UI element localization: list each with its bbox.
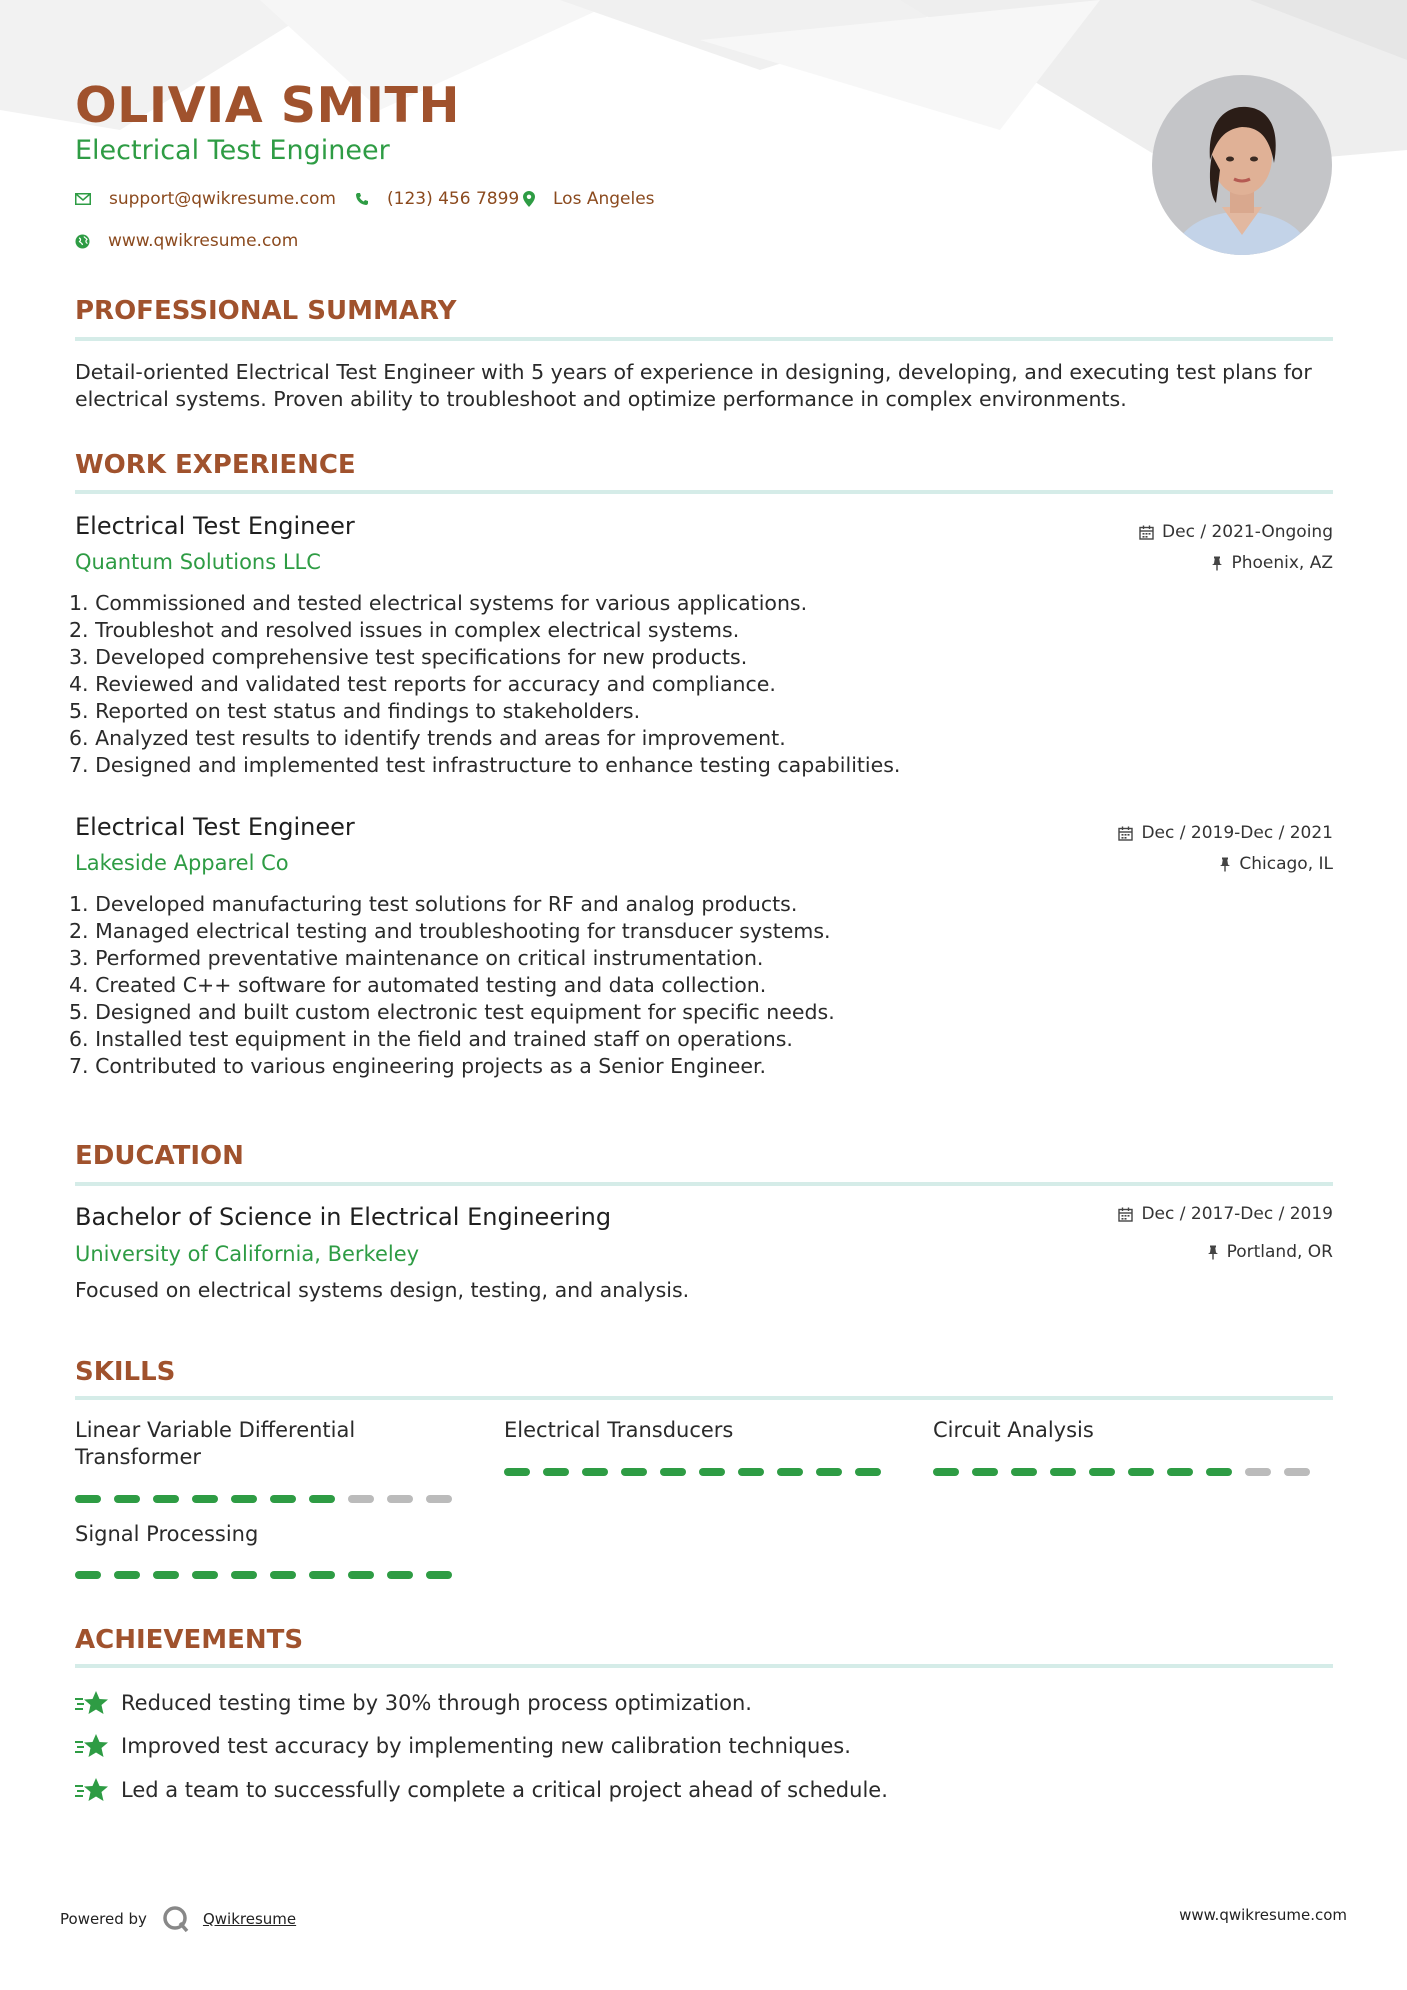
qwikresume-link[interactable]: Qwikresume — [202, 1910, 297, 1928]
skill-segment-filled — [1167, 1468, 1193, 1476]
calendar-icon — [1139, 525, 1154, 540]
education-location — [1207, 1241, 1333, 1263]
skill-segment-filled — [1089, 1468, 1115, 1476]
skill-segment-filled — [387, 1571, 413, 1579]
skill-segment-filled — [114, 1495, 140, 1503]
experience-heading: WORK EXPERIENCE — [75, 450, 356, 480]
list-item: 2. Troubleshot and resolved issues in complex electrical systems. — [69, 618, 740, 642]
section-divider — [75, 1664, 1333, 1668]
skill-level-bar — [75, 1571, 452, 1579]
phone-contact[interactable] — [355, 188, 519, 210]
skill-segment-filled — [660, 1468, 686, 1476]
location-contact — [523, 188, 655, 210]
footer-branding — [60, 1904, 296, 1934]
job-location — [1211, 552, 1333, 574]
skill-level-bar — [75, 1495, 452, 1503]
skill-name: Electrical Transducers — [504, 1418, 734, 1442]
skill-segment-filled — [426, 1571, 452, 1579]
skill-segment-filled — [738, 1468, 764, 1476]
education-dates — [1118, 1203, 1333, 1225]
summary-text: Detail-oriented Electrical Test Engineer with 5 years of experience in designing, developing, and executing test plans for electrical systems. Proven ability to troubleshoot and optimize performance in complex environments. — [75, 360, 1312, 411]
job-title: Electrical Test Engineer — [75, 512, 355, 540]
education-dates-text: Dec / 2017-Dec / 2019 — [1141, 1204, 1333, 1224]
job-dates — [1118, 822, 1333, 844]
list-item: 1. Commissioned and tested electrical systems for various applications. — [69, 591, 808, 615]
skill-segment-filled — [270, 1571, 296, 1579]
skill-segment-filled — [855, 1468, 881, 1476]
achievement-item — [75, 1732, 851, 1760]
skill-segment-filled — [192, 1571, 218, 1579]
skill-segment-empty — [1284, 1468, 1310, 1476]
skill-level-bar — [504, 1468, 881, 1476]
pushpin-icon — [1207, 1245, 1219, 1260]
skill-segment-filled — [777, 1468, 803, 1476]
list-item: 3. Developed comprehensive test specifications for new products. — [69, 645, 748, 669]
website-contact[interactable] — [75, 230, 298, 252]
section-divider — [75, 490, 1333, 494]
skill-segment-filled — [816, 1468, 842, 1476]
skill-segment-filled — [1206, 1468, 1232, 1476]
calendar-icon — [1118, 1207, 1133, 1222]
location-text: Los Angeles — [553, 189, 655, 209]
map-pin-icon — [523, 191, 535, 207]
list-item: 7. Contributed to various engineering projects as a Senior Engineer. — [69, 1054, 767, 1078]
list-item: 6. Analyzed test results to identify trends and areas for improvement. — [69, 726, 786, 750]
candidate-title: Electrical Test Engineer — [75, 135, 390, 166]
skill-segment-filled — [270, 1495, 296, 1503]
skill-segment-filled — [309, 1495, 335, 1503]
phone-icon — [355, 192, 369, 206]
skill-segment-empty — [426, 1495, 452, 1503]
education-heading: EDUCATION — [75, 1141, 244, 1171]
skill-segment-filled — [504, 1468, 530, 1476]
skill-segment-filled — [1011, 1468, 1037, 1476]
job-company: Quantum Solutions LLC — [75, 550, 321, 574]
list-item: 7. Designed and implemented test infrastructure to enhance testing capabilities. — [69, 753, 901, 777]
list-item: 3. Performed preventative maintenance on critical instrumentation. — [69, 946, 764, 970]
section-divider — [75, 1182, 1333, 1186]
skill-segment-filled — [75, 1571, 101, 1579]
skill-name: Signal Processing — [75, 1522, 259, 1546]
job-location-text: Phoenix, AZ — [1231, 553, 1333, 573]
job-dates-text: Dec / 2021-Ongoing — [1162, 522, 1333, 542]
skill-segment-empty — [387, 1495, 413, 1503]
skill-segment-filled — [348, 1571, 374, 1579]
powered-by-label: Powered by — [60, 1910, 147, 1928]
footer-website[interactable]: www.qwikresume.com — [1179, 1906, 1347, 1924]
star-icon — [75, 1776, 109, 1804]
list-item: 4. Created C++ software for automated testing and data collection. — [69, 973, 767, 997]
skill-segment-filled — [582, 1468, 608, 1476]
candidate-name: OLIVIA SMITH — [75, 77, 460, 134]
achievements-heading: ACHIEVEMENTS — [75, 1625, 304, 1655]
job-company: Lakeside Apparel Co — [75, 851, 289, 875]
education-description: Focused on electrical systems design, testing, and analysis. — [75, 1278, 690, 1302]
pushpin-icon — [1219, 857, 1231, 872]
skill-level-bar — [933, 1468, 1310, 1476]
skill-name: Circuit Analysis — [933, 1418, 1094, 1442]
skill-segment-filled — [153, 1571, 179, 1579]
job-dates — [1139, 521, 1333, 543]
achievement-item — [75, 1689, 752, 1717]
phone-text[interactable]: (123) 456 7899 — [387, 189, 520, 209]
profile-photo — [1152, 75, 1332, 255]
skills-heading: SKILLS — [75, 1357, 176, 1387]
globe-icon — [75, 234, 90, 249]
job-bullets — [69, 590, 1329, 779]
job-location — [1219, 853, 1333, 875]
job-location-text: Chicago, IL — [1239, 854, 1333, 874]
skill-segment-filled — [1128, 1468, 1154, 1476]
list-item: 2. Managed electrical testing and troubleshooting for transducer systems. — [69, 919, 831, 943]
list-item: 4. Reviewed and validated test reports for accuracy and compliance. — [69, 672, 776, 696]
skill-segment-filled — [933, 1468, 959, 1476]
skill-segment-filled — [153, 1495, 179, 1503]
skill-segment-filled — [309, 1571, 335, 1579]
calendar-icon — [1118, 826, 1133, 841]
skill-segment-filled — [699, 1468, 725, 1476]
qwikresume-logo-icon — [161, 1904, 191, 1934]
list-item: 1. Developed manufacturing test solutions for RF and analog products. — [69, 892, 798, 916]
list-item: 5. Reported on test status and findings to stakeholders. — [69, 699, 641, 723]
email-text[interactable]: support@qwikresume.com — [109, 189, 336, 209]
pushpin-icon — [1211, 556, 1223, 571]
list-item: 6. Installed test equipment in the field and trained staff on operations. — [69, 1027, 793, 1051]
skill-segment-filled — [192, 1495, 218, 1503]
achievement-item — [75, 1776, 888, 1804]
star-icon — [75, 1689, 109, 1717]
achievement-text: Led a team to successfully complete a critical project ahead of schedule. — [121, 1777, 888, 1802]
skill-name: Linear Variable Differential Transformer — [75, 1418, 356, 1469]
list-item: 5. Designed and built custom electronic test equipment for specific needs. — [69, 1000, 835, 1024]
email-contact[interactable] — [75, 188, 336, 210]
achievement-text: Improved test accuracy by implementing new calibration techniques. — [121, 1733, 851, 1758]
envelope-icon — [75, 193, 91, 205]
education-location-text: Portland, OR — [1226, 1242, 1333, 1262]
school-name: University of California, Berkeley — [75, 1242, 420, 1266]
skill-segment-empty — [348, 1495, 374, 1503]
achievement-text: Reduced testing time by 30% through process optimization. — [121, 1690, 752, 1715]
skill-segment-filled — [621, 1468, 647, 1476]
section-divider — [75, 1396, 1333, 1400]
skill-segment-empty — [1245, 1468, 1271, 1476]
job-bullets — [69, 891, 1329, 1080]
star-icon — [75, 1732, 109, 1760]
skill-segment-filled — [231, 1495, 257, 1503]
degree-title: Bachelor of Science in Electrical Engineering — [75, 1203, 612, 1231]
skill-segment-filled — [1050, 1468, 1076, 1476]
summary-heading: PROFESSIONAL SUMMARY — [75, 296, 457, 326]
skill-segment-filled — [543, 1468, 569, 1476]
skill-segment-filled — [75, 1495, 101, 1503]
skill-segment-filled — [231, 1571, 257, 1579]
skill-segment-filled — [114, 1571, 140, 1579]
section-divider — [75, 337, 1333, 341]
website-text[interactable]: www.qwikresume.com — [108, 231, 299, 251]
skill-segment-filled — [972, 1468, 998, 1476]
job-dates-text: Dec / 2019-Dec / 2021 — [1141, 823, 1333, 843]
job-title: Electrical Test Engineer — [75, 813, 355, 841]
